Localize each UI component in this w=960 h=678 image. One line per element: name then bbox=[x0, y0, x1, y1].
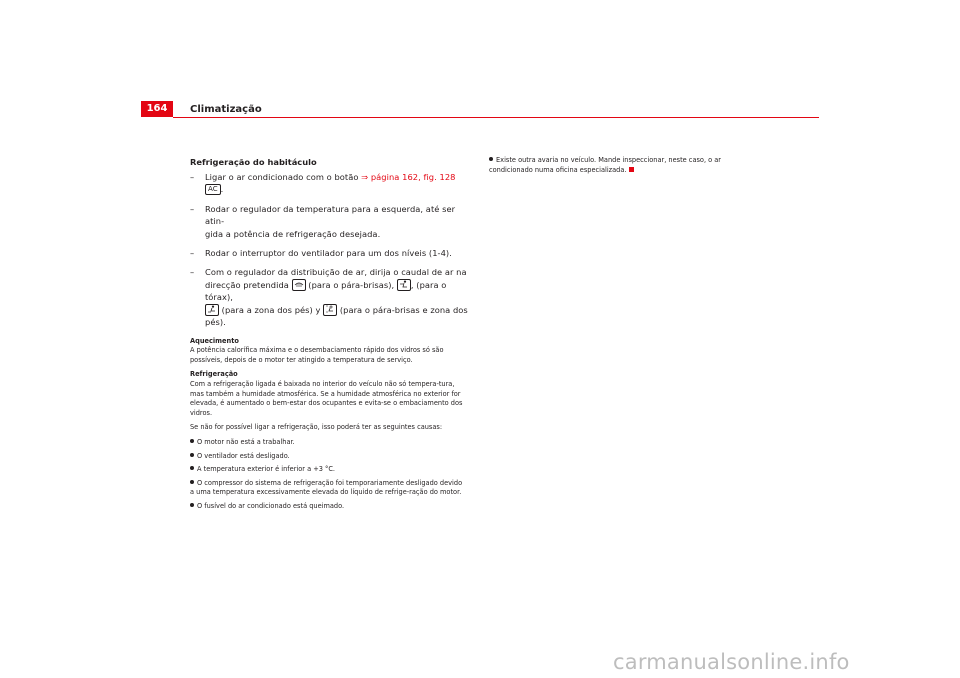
step-4-line-2c: , (para o tórax), bbox=[205, 279, 447, 303]
list-item bbox=[190, 465, 468, 475]
foot-air-icon bbox=[205, 304, 219, 316]
step-4-line-3a: (para a zona dos pés) y bbox=[219, 304, 324, 315]
step-2-line-1: Rodar o regulador da temperatura para a esquerda, até ser atin- bbox=[205, 203, 456, 227]
section-heading: Refrigeração do habitáculo bbox=[190, 157, 317, 167]
step-4-line-4: pés). bbox=[205, 317, 226, 328]
left-column bbox=[190, 156, 468, 516]
step-3-text: Rodar o interruptor do ventilador para um dos níveis (1-4). bbox=[205, 248, 452, 259]
step-1-end: . bbox=[220, 184, 224, 195]
step-1-text: Ligar o ar condicionado com o botão bbox=[205, 172, 362, 182]
step-4-line-2a: direcção pretendida bbox=[205, 279, 292, 290]
windshield-foot-air-icon bbox=[323, 304, 337, 316]
step-dash: – bbox=[190, 172, 195, 182]
step-dash: – bbox=[190, 248, 195, 259]
windshield-air-icon bbox=[292, 279, 306, 291]
step-1 bbox=[190, 171, 468, 196]
step-dash: – bbox=[190, 267, 195, 278]
list-item-text: O fusível do ar condicionado está queimado. bbox=[197, 501, 345, 510]
list-item bbox=[190, 438, 468, 448]
list-item-text: Existe outra avaria no veículo. Mande inspeccionar, neste caso, o ar condicionado numa oficina especializada. bbox=[489, 156, 722, 174]
step-4-line-2b: (para o pára-brisas), bbox=[305, 279, 397, 290]
list-item bbox=[190, 502, 468, 512]
step-2 bbox=[190, 203, 468, 240]
watermark: carmanualsonline.info bbox=[613, 650, 850, 674]
step-2-line-2: gida a potência de refrigeração desejada. bbox=[205, 228, 381, 239]
chest-air-icon bbox=[397, 279, 411, 291]
causes-intro: Se não for possível ligar a refrigeração, isso poderá ter as seguintes causas: bbox=[190, 423, 443, 432]
bullet-dot bbox=[190, 480, 194, 484]
bullet-dot bbox=[190, 453, 194, 457]
heating-text: A potência calorífica máxima e o desembaciamento rápido dos vidros só são possíveis, depois de o motor ter atingido a temperatura de serviço. bbox=[190, 346, 444, 364]
page-number: 164 bbox=[141, 101, 173, 117]
step-4 bbox=[190, 266, 468, 328]
bullet-dot bbox=[190, 439, 194, 443]
step-4-line-1: Com o regulador da distribuição de ar, dirija o caudal de ar na bbox=[205, 267, 467, 278]
bullet-dot bbox=[190, 503, 194, 507]
cooling-heading: Refrigeração bbox=[190, 370, 238, 379]
bullet-dot bbox=[190, 466, 194, 470]
page-reference-link[interactable]: ⇒ página 162, fig. 128 bbox=[361, 172, 456, 182]
step-3 bbox=[190, 247, 468, 259]
right-column bbox=[489, 156, 759, 179]
section-end-marker bbox=[629, 167, 634, 172]
step-dash: – bbox=[190, 203, 195, 214]
cooling-text: Com a refrigeração ligada é baixada no interior do veículo não só tempera-tura, mas também a humidade atmosférica. Se a humidade atmosférica no exterior for elevada, é aumentado o bem-estar dos ocupantes e evita-se o embaciamento dos vidros. bbox=[190, 380, 463, 417]
list-item bbox=[190, 452, 468, 462]
step-4-line-3b: (para o pára-brisas e zona dos bbox=[337, 304, 468, 315]
chapter-title: Climatização bbox=[190, 104, 262, 115]
list-item-text: O motor não está a trabalhar. bbox=[197, 438, 295, 446]
list-item-text: O compressor do sistema de refrigeração foi temporariamente desligado devido a uma temperatura excessivamente elevada do líquido de refrige-ração do motor. bbox=[190, 478, 463, 497]
bullet-dot bbox=[489, 157, 493, 161]
list-item-text: O ventilador está desligado. bbox=[197, 451, 290, 460]
list-item bbox=[190, 479, 468, 498]
heating-heading: Aquecimento bbox=[190, 336, 239, 345]
ac-button-symbol: AC bbox=[205, 184, 221, 195]
list-item-text: A temperatura exterior é inferior a +3 °C. bbox=[197, 465, 336, 474]
header-rule bbox=[173, 117, 819, 118]
list-item bbox=[489, 156, 759, 175]
